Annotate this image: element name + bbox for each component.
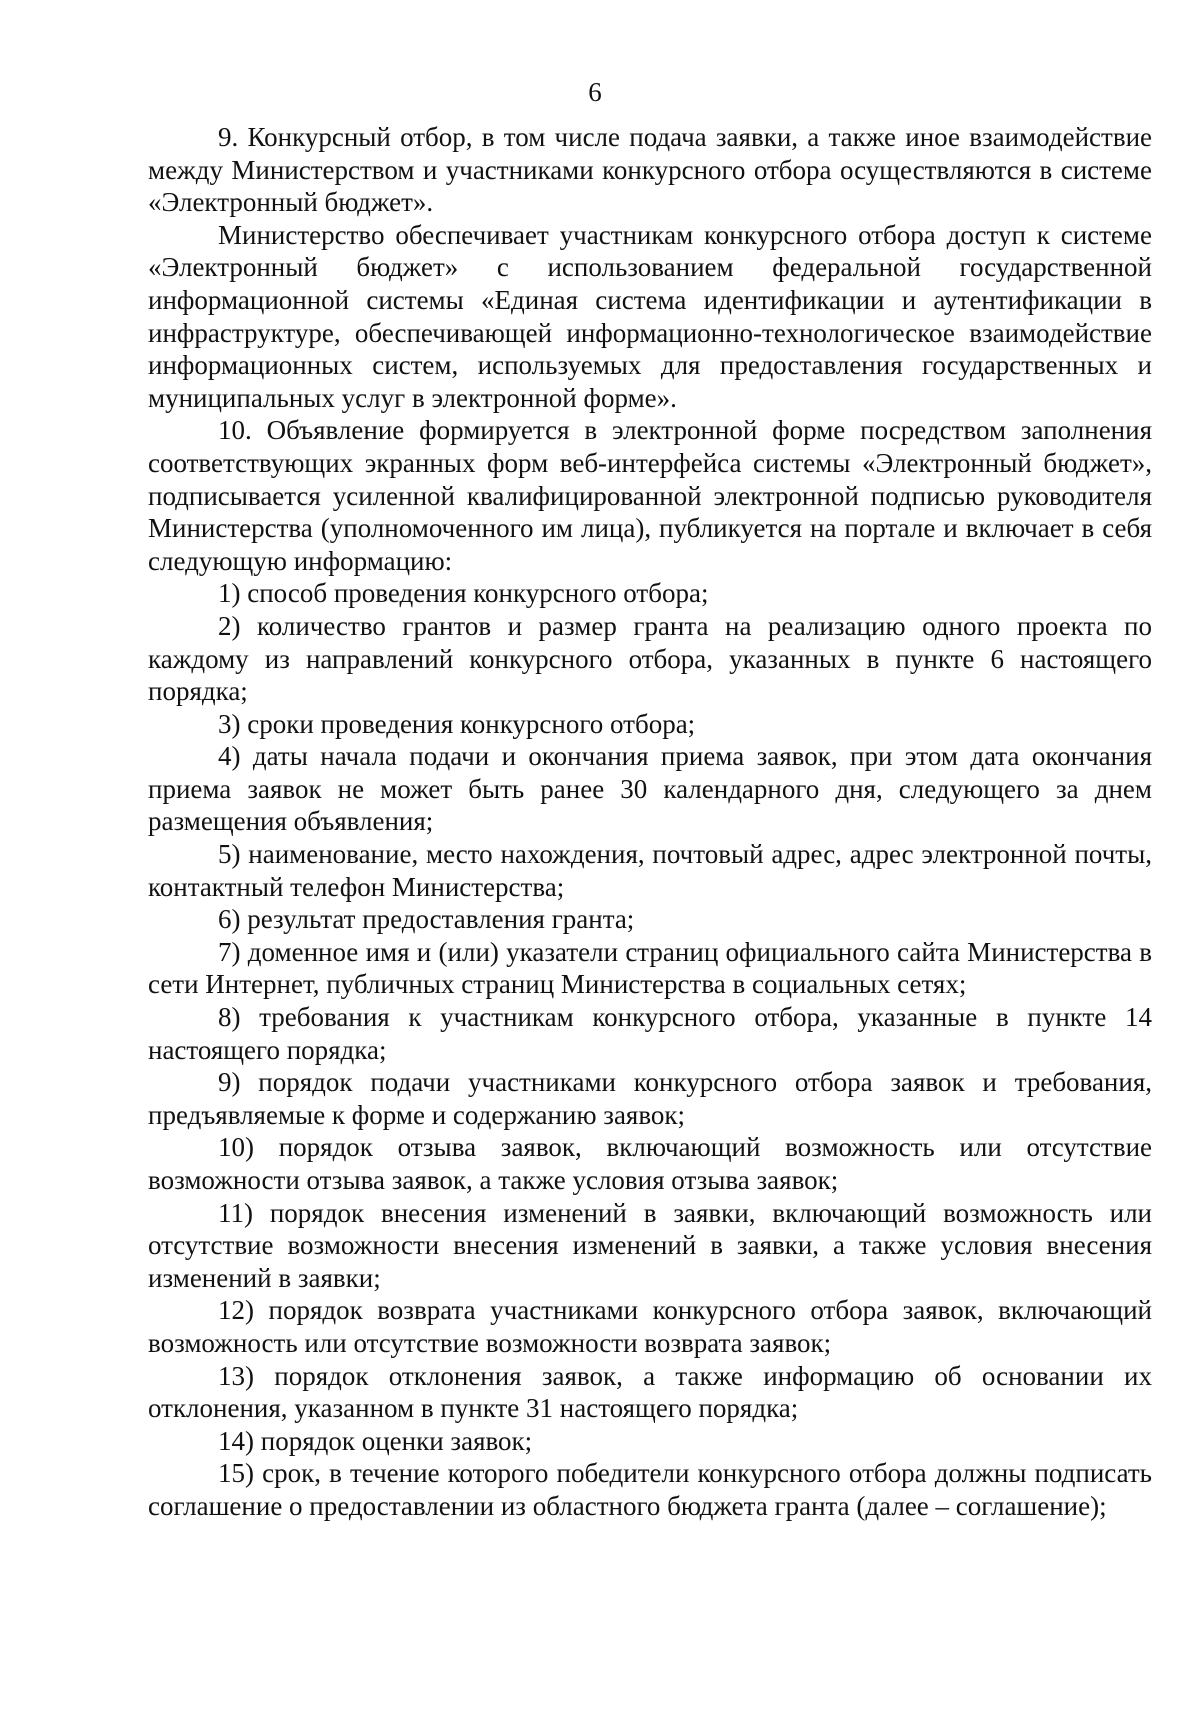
list-item-9: 9) порядок подачи участниками конкурсного отбора заявок и требования, предъявляемые к форме и содержанию заявок;	[148, 1067, 1152, 1130]
list-item-13: 13) порядок отклонения заявок, а также информацию об основании их отклонения, указанном в пункте 31 настоящего порядка;	[148, 1360, 1152, 1424]
list-item-1: 1) способ проведения конкурсного отбора;	[218, 578, 709, 609]
list-item-6: 6) результат предоставления гранта;	[218, 904, 635, 935]
document-body	[148, 121, 1152, 1523]
list-item-14: 14) порядок оценки заявок;	[218, 1425, 533, 1456]
list-item-7: 7) доменное имя и (или) указатели страниц официального сайта Министерства в сети Интернет, публичных страниц Министерства в социальных сетях;	[148, 936, 1152, 1000]
list-item-2: 2) количество грантов и размер гранта на реализацию одного проекта по каждому из направлений конкурсного отбора, указанных в пункте 6 настоящего порядка;	[148, 610, 1152, 707]
list-item-11: 11) порядок внесения изменений в заявки, включающий возможность или отсутствие возможности внесения изменений в заявки, а также условия внесения изменений в заявки;	[148, 1197, 1152, 1293]
paragraph-10: 10. Объявление формируется в электронной форме посредством заполнения соответствующих экранных форм веб-интерфейса системы «Электронный бюджет», подписывается усиленной квалифицированной электронной подписью руководителя Министерства (уполномоченного им лица), публикуется на портале и включает в себя следующую информацию:	[148, 415, 1152, 576]
paragraph-ministry-access: Министерство обеспечивает участникам конкурсного отбора доступ к системе «Электронный бюджет» с использованием федеральной государственной информационной системы «Единая система идентификации и аутентификации в инфраструктуре, обеспечивающей информационно-технологическое взаимодействие информационных систем, используемых для предоставления государственных и муниципальных услуг в электронной форме».	[148, 219, 1152, 413]
list-item-4: 4) даты начала подачи и окончания приема заявок, при этом дата окончания приема заявок не может быть ранее 30 календарного дня, следующего за днем размещения объявления;	[148, 741, 1152, 837]
list-item-15: 15) срок, в течение которого победители конкурсного отбора должны подписать соглашение о предоставлении из областного бюджета гранта (далее – соглашение);	[148, 1458, 1152, 1521]
page-number: 6	[588, 77, 602, 107]
paragraph-9: 9. Конкурсный отбор, в том числе подача заявки, а также иное взаимодействие между Министерством и участниками конкурсного отбора осуществляются в системе «Электронный бюджет».	[148, 122, 1152, 218]
list-item-12: 12) порядок возврата участниками конкурсного отбора заявок, включающий возможность или отсутствие возможности возврата заявок;	[148, 1295, 1152, 1358]
list-item-8: 8) требования к участникам конкурсного отбора, указанные в пункте 14 настоящего порядка;	[148, 1002, 1152, 1065]
list-item-10: 10) порядок отзыва заявок, включающий возможность или отсутствие возможности отзыва заявок, а также условия отзыва заявок;	[148, 1132, 1152, 1195]
list-item-5: 5) наименование, место нахождения, почтовый адрес, адрес электронной почты, контактный телефон Министерства;	[148, 839, 1152, 902]
list-item-3: 3) сроки проведения конкурсного отбора;	[218, 708, 696, 739]
